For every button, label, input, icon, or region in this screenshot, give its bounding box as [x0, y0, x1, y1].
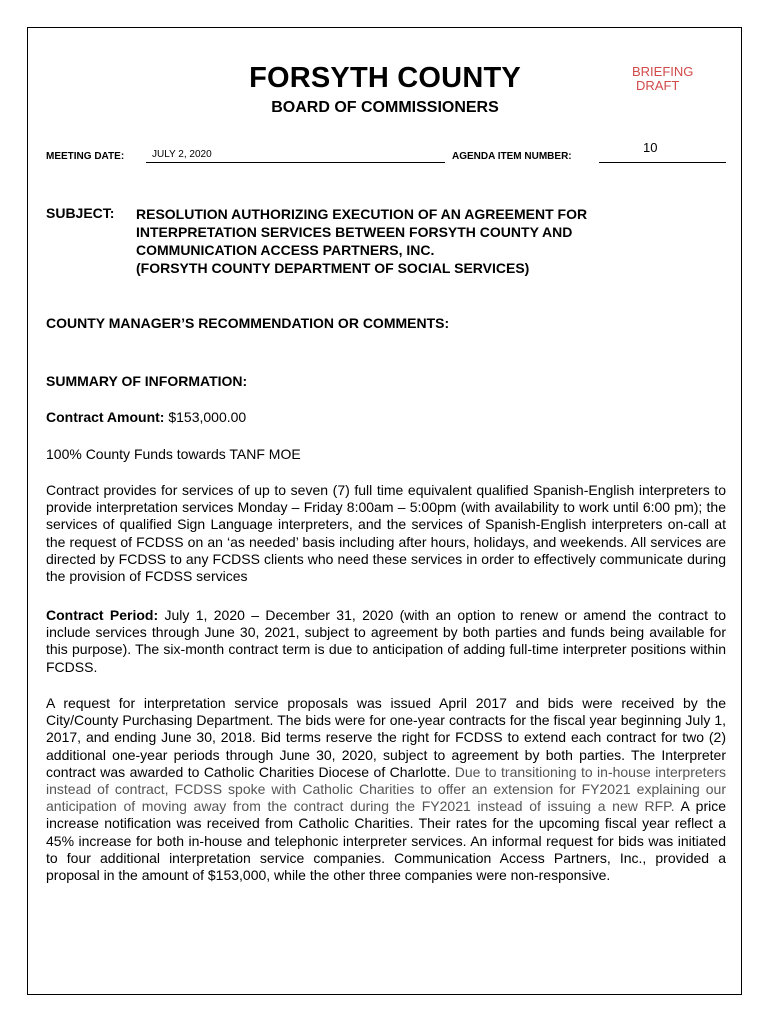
meeting-date-underline: [146, 162, 445, 163]
agenda-item-number: 10: [643, 140, 658, 155]
history-paragraph: [46, 695, 726, 884]
subject-text: [136, 205, 696, 277]
history-text-continued: A price increase notification was received from Catholic Charities. Their rates for the upcoming fiscal year reflect a 45% increase for both in-house and telephonic interpreter services. An informal request for bids was initiated to four additional interpretation service companies. Communication Access Partners, Inc., provided a proposal in the amount of $153,000, while the other three companies were non-responsive.: [46, 798, 726, 884]
summary-heading: SUMMARY OF INFORMATION:: [46, 373, 248, 389]
subject-line: INTERPRETATION SERVICES BETWEEN FORSYTH COUNTY AND: [136, 224, 573, 240]
board-subtitle: BOARD OF COMMISSIONERS: [271, 99, 499, 116]
contract-period-paragraph: [46, 607, 726, 676]
contract-amount-value: $153,000.00: [164, 409, 247, 425]
history-text: A request for interpretation service proposals was issued April 2017 and bids were received by the City/County Purchasing Department. The bids were for one-year contracts for the fiscal year beginning July 1, 2017, and ending June 30, 2018. Bid terms reserve the right for FCDSS to extend each contract for two (2) additional one-year periods through June 30, 2020, subject to agreement by both parties. The Interpreter contract was awarded to Catholic Charities Diocese of Charlotte.: [46, 695, 726, 780]
subject-line: COMMUNICATION ACCESS PARTNERS, INC.: [136, 242, 435, 258]
county-title: FORSYTH COUNTY: [249, 62, 521, 94]
subject-line: (FORSYTH COUNTY DEPARTMENT OF SOCIAL SERVICES): [136, 260, 530, 276]
draft-label: DRAFT: [636, 78, 680, 93]
services-paragraph: Contract provides for services of up to seven (7) full time equivalent qualified Spanish-English interpreters to provide interpretation services Monday – Friday 8:00am – 5:00pm (with availability to work until 6:00 pm); the services of qualified Sign Language interpreters, and the services of Spanish-English interpreters on-call at the request of FCDSS on an ‘as needed’ basis including after hours, holidays, and weekends. All services are directed by FCDSS to any FCDSS clients who need these services in order to effectively communicate during the provision of FCDSS services: [46, 482, 726, 585]
briefing-draft-stamp: [632, 65, 693, 93]
contract-period-text: July 1, 2020 – December 31, 2020 (with an option to renew or amend the contract to include services through June 30, 2021, subject to agreement by both parties and funds being available for this purpose). The six-month contract term is due to anticipation of adding full-time interpreter positions within FCDSS.: [46, 607, 726, 675]
contract-amount: [46, 409, 726, 426]
manager-recommendation-heading: COUNTY MANAGER’S RECOMMENDATION OR COMMENTS:: [46, 315, 450, 331]
funds-line: 100% County Funds towards TANF MOE: [46, 446, 301, 462]
agenda-item-label: AGENDA ITEM NUMBER:: [452, 151, 572, 162]
meeting-date-label: MEETING DATE:: [46, 151, 125, 162]
contract-period-label: Contract Period:: [46, 607, 159, 623]
meeting-date-value: JULY 2, 2020: [152, 149, 212, 160]
contract-amount-label: Contract Amount:: [46, 409, 165, 425]
history-text-gray: Due to transitioning to in-house interpreters instead of contract, FCDSS spoke with Catholic Charities to offer an extension for FY2021 explaining our anticipation of moving away from the contract during the FY2021 instead of issuing a new RFP.: [46, 763, 726, 815]
agenda-item-underline: [599, 162, 726, 163]
subject-line: RESOLUTION AUTHORIZING EXECUTION OF AN AGREEMENT FOR: [136, 206, 588, 222]
subject-label: SUBJECT:: [46, 205, 115, 221]
briefing-label: BRIEFING: [632, 64, 694, 79]
